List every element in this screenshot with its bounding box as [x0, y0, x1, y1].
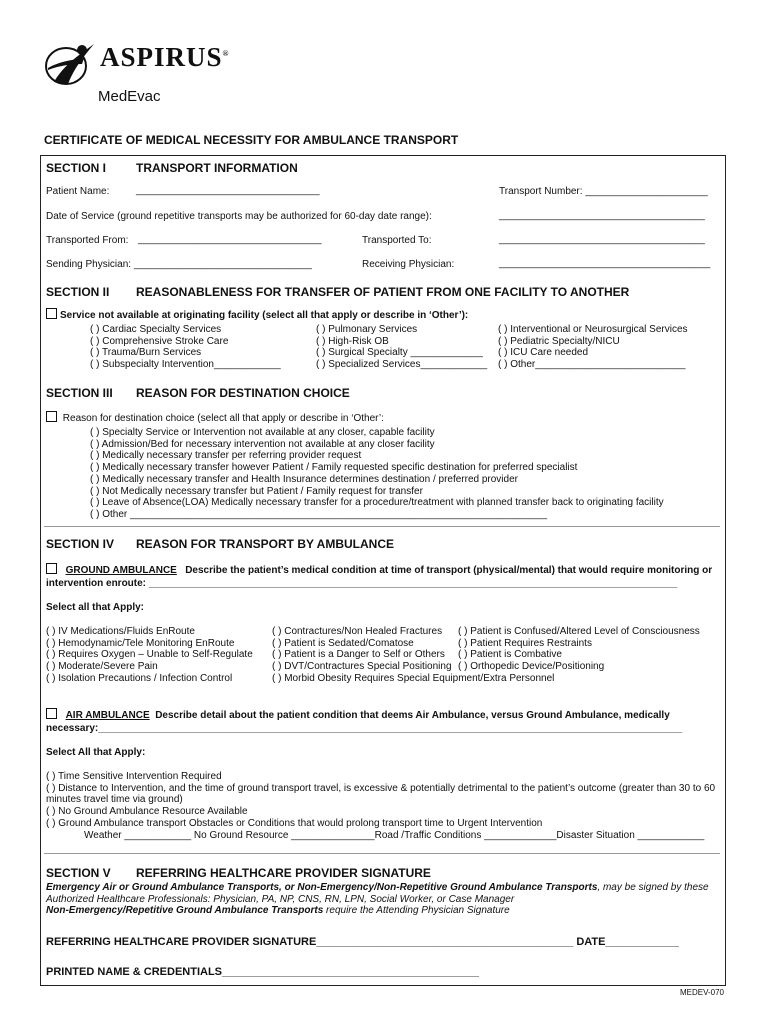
- air-ambulance-checkbox[interactable]: [46, 708, 57, 719]
- service-option[interactable]: ( ) Other___________________________: [498, 359, 686, 371]
- air-option-continuation: minutes travel time via ground): [46, 794, 183, 806]
- ground-option[interactable]: ( ) Patient Requires Restraints: [458, 637, 592, 649]
- patient-name-label: Patient Name:: [46, 186, 110, 197]
- section-3-number: SECTION III: [46, 386, 113, 400]
- service-option[interactable]: ( ) Trauma/Burn Services: [90, 347, 202, 359]
- ground-options-col-1: [46, 626, 253, 685]
- destination-reason[interactable]: ( ) Admission/Bed for necessary intervention not available at any closer facility: [90, 438, 435, 450]
- brand-name: ASPIRUS®: [100, 42, 230, 72]
- sending-physician-field[interactable]: Sending Physician: ________________________________: [46, 259, 312, 270]
- provider-signature-field[interactable]: REFERRING HEALTHCARE PROVIDER SIGNATURE__________________________________________ DATE____________: [46, 936, 679, 948]
- air-options-list: [46, 771, 715, 841]
- service-option[interactable]: ( ) Pediatric Specialty/NICU: [498, 335, 620, 347]
- form-code: MEDEV-070: [679, 988, 724, 997]
- section-5-number: SECTION V: [46, 866, 111, 880]
- ground-option[interactable]: ( ) IV Medications/Fluids EnRoute: [46, 626, 195, 637]
- service-option[interactable]: ( ) Specialized Services____________: [316, 359, 488, 371]
- patient-name-field[interactable]: _________________________________: [136, 185, 320, 196]
- air-obstacle-fields[interactable]: Weather ____________ No Ground Resource _______________Road /Traffic Conditions _____________Disaster Situation ____________: [84, 829, 705, 841]
- ground-option[interactable]: ( ) Isolation Precautions / Infection Control: [46, 672, 233, 684]
- destination-reason[interactable]: ( ) Not Medically necessary transfer but Patient / Family request for transfer: [90, 485, 423, 497]
- air-option[interactable]: ( ) Distance to Intervention, and the time of ground transport travel, is excessive & potentially detrimental to the patient’s outcome (greater than 30 to 60: [46, 782, 716, 794]
- air-option[interactable]: ( ) Time Sensitive Intervention Required: [46, 771, 222, 782]
- divider: [44, 526, 720, 527]
- service-option[interactable]: ( ) Pulmonary Services: [316, 324, 418, 335]
- section-5-title: REFERRING HEALTHCARE PROVIDER SIGNATURE: [136, 866, 431, 880]
- ground-option[interactable]: ( ) Hemodynamic/Tele Monitoring EnRoute: [46, 637, 235, 649]
- brand-subtitle: MedEvac: [98, 88, 161, 105]
- destination-reason[interactable]: ( ) Medically necessary transfer per referring provider request: [90, 450, 362, 462]
- aspirus-figure-icon: [44, 38, 100, 88]
- destination-reason[interactable]: ( ) Medically necessary transfer and Health Insurance determines destination / preferred provider: [90, 473, 518, 485]
- ground-option[interactable]: ( ) Patient is Combative: [458, 649, 562, 661]
- section-4-number: SECTION IV: [46, 537, 115, 551]
- section-2-title: REASONABLENESS FOR TRANSFER OF PATIENT FROM ONE FACILITY TO ANOTHER: [136, 285, 630, 299]
- section-4-title: REASON FOR TRANSPORT BY AMBULANCE: [136, 537, 395, 551]
- service-list-col-2: [316, 324, 487, 371]
- section-1-number: SECTION I: [46, 161, 107, 175]
- transported-from-label: Transported From:: [46, 235, 129, 246]
- air-necessary-field[interactable]: necessary:_________________________________________________________________________________________________________: [46, 723, 683, 734]
- select-all-air-label: Select All that Apply:: [46, 747, 146, 758]
- destination-reason[interactable]: ( ) Other ___________________________________________________________________________: [90, 508, 548, 520]
- ground-ambulance-row: GROUND AMBULANCE Describe the patient’s medical condition at time of transport (physical/mental) that would require monitoring or: [46, 563, 712, 576]
- ground-option[interactable]: ( ) Patient is a Danger to Self or Others: [272, 649, 445, 661]
- air-option[interactable]: ( ) Ground Ambulance transport Obstacles or Conditions that would prolong transport time to Urgent Intervention: [46, 817, 543, 829]
- ground-option[interactable]: ( ) Morbid Obesity Requires Special Equipment/Extra Personnel: [272, 672, 555, 684]
- service-option[interactable]: ( ) Subspecialty Intervention____________: [90, 359, 281, 371]
- destination-reason[interactable]: ( ) Medically necessary transfer however Patient / Family requested specific destination for preferred specialist: [90, 462, 578, 474]
- ground-option[interactable]: ( ) Patient is Confused/Altered Level of Consciousness: [458, 626, 700, 637]
- signature-instructions: Emergency Air or Ground Ambulance Transports, or Non-Emergency/Non-Repetitive Ground Ambulance Transports, may be signed by these Authorized Healthcare Professionals: Physician, PA, NP, CNS, RN, LPN, Social Worker, or Case Manager Non-Emergency/Repetitive Ground Ambulance Transports require the Attending Physician Signature: [46, 882, 709, 917]
- service-not-available-prompt: Service not available at originating facility (select all that apply or describe in ‘Other’):: [46, 308, 468, 321]
- transported-from-field[interactable]: _________________________________: [138, 234, 322, 245]
- transported-to-label: Transported To:: [362, 235, 432, 246]
- ground-option[interactable]: ( ) Contractures/Non Healed Fractures: [272, 626, 443, 637]
- destination-choice-checkbox[interactable]: [46, 411, 57, 422]
- service-option[interactable]: ( ) Surgical Specialty _____________: [316, 347, 483, 359]
- date-of-service-label: Date of Service (ground repetitive transports may be authorized for 60-day date range):: [46, 211, 432, 222]
- service-option[interactable]: ( ) High-Risk OB: [316, 335, 389, 347]
- service-option[interactable]: ( ) ICU Care needed: [498, 347, 589, 359]
- service-not-available-checkbox[interactable]: [46, 308, 57, 319]
- section-3-title: REASON FOR DESTINATION CHOICE: [136, 386, 350, 400]
- destination-reason-list: [90, 427, 664, 521]
- ground-intervention-field[interactable]: intervention enroute: _______________________________________________________________________________________________: [46, 578, 678, 589]
- transported-to-field[interactable]: _____________________________________: [499, 234, 705, 245]
- destination-reason[interactable]: ( ) Leave of Absence(LOA) Medically necessary transfer for a procedure/treatment with planned transfer back to originating facility: [90, 497, 664, 509]
- service-list-col-1: [90, 324, 281, 371]
- section-1-title: TRANSPORT INFORMATION: [136, 161, 298, 175]
- ground-option[interactable]: ( ) Orthopedic Device/Positioning: [458, 661, 605, 673]
- ground-option[interactable]: ( ) Requires Oxygen – Unable to Self-Regulate: [46, 649, 253, 661]
- ground-ambulance-checkbox[interactable]: [46, 563, 57, 574]
- service-list-col-3: [498, 324, 688, 371]
- date-of-service-field[interactable]: _____________________________________: [499, 210, 705, 221]
- select-all-label: Select all that Apply:: [46, 602, 144, 613]
- destination-reason[interactable]: ( ) Specialty Service or Intervention not available at any closer, capable facility: [90, 427, 435, 438]
- transport-number-field[interactable]: Transport Number: ______________________: [499, 186, 708, 197]
- service-option[interactable]: ( ) Interventional or Neurosurgical Services: [498, 324, 688, 335]
- ground-options-col-3: [458, 626, 700, 673]
- service-option[interactable]: ( ) Comprehensive Stroke Care: [90, 335, 229, 347]
- destination-choice-prompt: Reason for destination choice (select all that apply or describe in ‘Other’:: [46, 411, 384, 424]
- ground-option[interactable]: ( ) Patient is Sedated/Comatose: [272, 637, 414, 649]
- ground-option[interactable]: ( ) Moderate/Severe Pain: [46, 661, 158, 673]
- form-title: CERTIFICATE OF MEDICAL NECESSITY FOR AMBULANCE TRANSPORT: [44, 133, 459, 147]
- divider: [44, 853, 720, 854]
- receiving-physician-label: Receiving Physician:: [362, 259, 455, 270]
- printed-name-field[interactable]: PRINTED NAME & CREDENTIALS__________________________________________: [46, 966, 479, 978]
- air-option[interactable]: ( ) No Ground Ambulance Resource Available: [46, 806, 248, 818]
- ground-option[interactable]: ( ) DVT/Contractures Special Positioning: [272, 661, 452, 673]
- section-2-number: SECTION II: [46, 285, 110, 299]
- receiving-physician-field[interactable]: ______________________________________: [499, 258, 711, 269]
- service-option[interactable]: ( ) Cardiac Specialty Services: [90, 324, 222, 335]
- air-ambulance-row: AIR AMBULANCE Describe detail about the patient condition that deems Air Ambulance, versus Ground Ambulance, medically: [46, 708, 670, 721]
